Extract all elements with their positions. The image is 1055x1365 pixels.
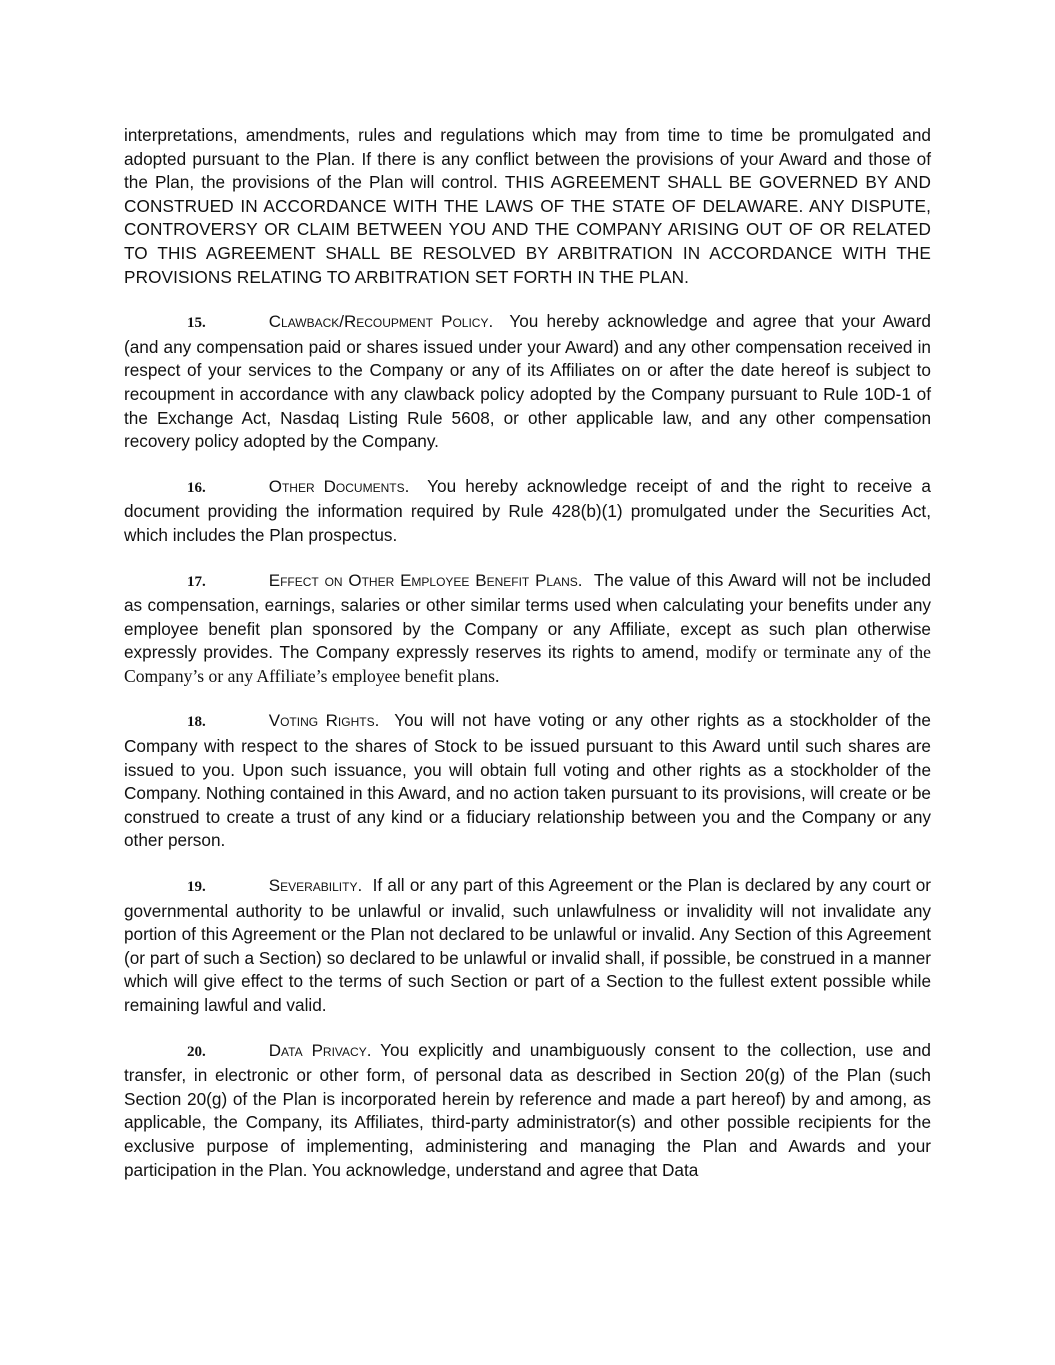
section-number: 15.	[187, 315, 206, 332]
section-18	[124, 709, 931, 853]
section-number: 19.	[187, 879, 206, 896]
intro-paragraph	[124, 124, 931, 289]
section-heading: Data Privacy.	[268, 1040, 372, 1060]
section-20	[124, 1039, 931, 1183]
section-body: You hereby acknowledge receipt of and the right to receive a document providing the information required by Rule 428(b)(1) promulgated under the Securities Act, which includes the Plan prospectus.	[124, 475, 931, 545]
section-body: If all or any part of this Agreement or the Plan is declared by any court or governmental authority to be unlawful or invalid, such unlawfulness or invalidity will not invalidate any portion of this Agreement or the Plan not declared to be unlawful or invalid. Any Section of this Agreement (or part of such a Section) so declared to be unlawful or invalid shall, if possible, be construed in a manner which will give effect to the terms of such Section or part of a Section to the fullest extent possible while remaining lawful and valid.	[124, 875, 931, 1015]
section-number: 16.	[187, 479, 206, 496]
section-heading: Severability.	[268, 876, 363, 896]
intro-text: interpretations, amendments, rules and regulations which may from time to time be promulgated and adopted pursuant to the Plan. If there is any conflict between the provisions of your Award and those of the Plan, the provisions of the Plan will control.	[124, 125, 931, 193]
section-15	[124, 310, 931, 454]
section-heading: Effect on Other Employee Benefit Plans.	[268, 570, 583, 590]
section-number: 20.	[187, 1043, 206, 1060]
section-body: The value of this Award will not be included as compensation, earnings, salaries or other similar terms used when calculating your benefits under any employee benefit plan sponsored by the Company or any Affiliate, except as such plan otherwise expressly provides. The Company expressly reserves its rights to amend,	[124, 569, 931, 663]
section-number: 18.	[187, 714, 206, 731]
section-body: You hereby acknowledge and agree that your Award (and any compensation paid or shares issued under your Award) and any other compensation received in respect of your services to the Company or any of its Affiliates on or after the date hereof is subject to recoupment in accordance with any clawback policy adopted by the Company pursuant to Rule 10D-1 of the Exchange Act, Nasdaq Listing Rule 5608, or other applicable law, and any other compensation recovery policy adopted by the Company.	[124, 311, 931, 452]
section-heading: Voting Rights.	[268, 711, 380, 731]
section-17	[124, 569, 931, 689]
intro-governing-law-text: THIS AGREEMENT SHALL BE GOVERNED BY AND CONSTRUED IN ACCORDANCE WITH THE LAWS OF THE STATE OF DELAWARE. ANY DISPUTE, CONTROVERSY OR CLAIM BETWEEN YOU AND THE COMPANY ARISING OUT OF OR RELATED TO THIS AGREEMENT SHALL BE RESOLVED BY ARBITRATION IN ACCORDANCE WITH THE PROVISIONS RELATING TO ARBITRATION SET FORTH IN THE PLAN.	[124, 172, 931, 287]
section-16	[124, 475, 931, 548]
section-heading: Clawback/Recoupment Policy.	[268, 312, 494, 332]
document-page	[124, 124, 931, 1203]
section-number: 17.	[187, 573, 206, 590]
section-body-continued: modify or terminate any of the Company’s or any Affiliate’s employee benefit plans.	[124, 642, 931, 686]
section-body: You explicitly and unambiguously consent to the collection, use and transfer, in electronic or other form, of personal data as described in Section 20(g) of the Plan (such Section 20(g) of the Plan is incorporated herein by reference and made a part hereof) by and among, as applicable, the Company, its Affiliates, third-party administrator(s) and other possible recipients for the exclusive purpose of implementing, administering and managing the Plan and Awards and your participation in the Plan. You acknowledge, understand and agree that Data	[124, 1039, 931, 1180]
section-heading: Other Documents.	[268, 476, 410, 496]
section-19	[124, 874, 931, 1018]
section-body: You will not have voting or any other rights as a stockholder of the Company with respect to the shares of Stock to be issued pursuant to this Award until such shares are issued to you. Upon such issuance, you will obtain full voting and other rights as a stockholder of the Company. Nothing contained in this Award, and no action taken pursuant to its provisions, will create or be construed to create a trust of any kind or a fiduciary relationship between you and the Company or any other person.	[124, 710, 931, 851]
